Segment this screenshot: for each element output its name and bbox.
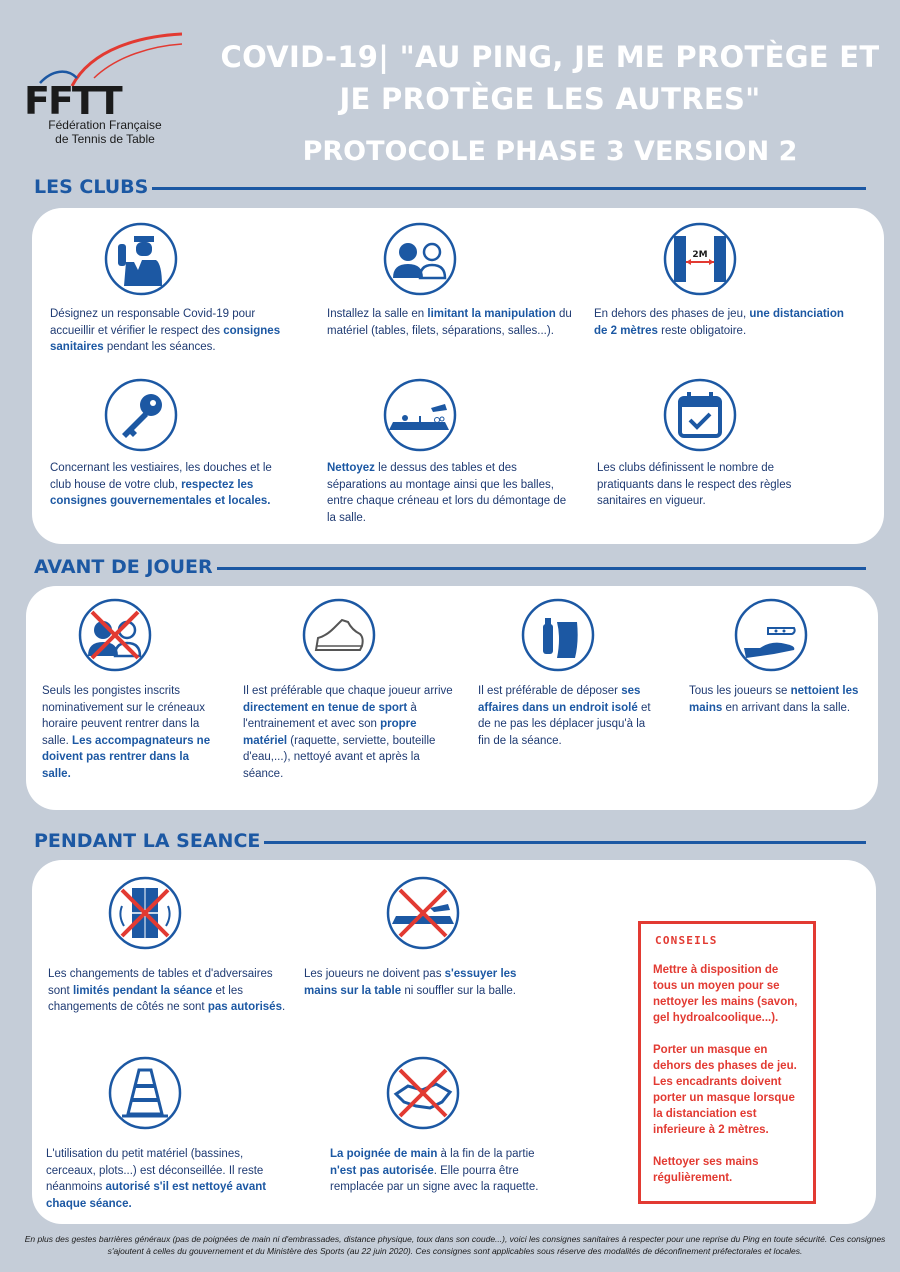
- hand-wash-icon: [734, 598, 808, 672]
- logo-org-name: [30, 118, 180, 146]
- body-text: le dessus des tables et des séparations au montage ainsi que les balles, entre chaque créneau et lors du démontage de la salle.: [327, 462, 567, 524]
- emphasis-text: ses affaires dans un endroit isolé: [478, 685, 641, 714]
- heading-rule: [217, 567, 866, 570]
- calendar-check-icon: [663, 378, 737, 452]
- clubs-item-3-text: [594, 306, 854, 339]
- conseils-tip-3: Nettoyer ses mains régulièrement.: [653, 1156, 759, 1184]
- section-title-clubs: LES CLUBS: [34, 176, 149, 198]
- emphasis-text: limités pendant la séance: [72, 984, 213, 997]
- emphasis-text: directement en tenue de sport: [243, 701, 408, 714]
- clubs-item-2-text: [327, 306, 577, 339]
- avant-item-1-text: [42, 683, 212, 782]
- fftt-logo-mark: [22, 28, 182, 118]
- logo-letters: FFTT: [24, 79, 121, 118]
- section-heading-avant: [34, 556, 866, 578]
- section-title-avant: AVANT DE JOUER: [34, 556, 213, 578]
- no-table-change-icon: [108, 876, 182, 950]
- emphasis-text: Les accompagnateurs ne doivent pas rentrer dans la salle.: [42, 734, 211, 780]
- emphasis-text: s'essuyer les mains sur la table: [304, 968, 517, 997]
- body-text: ni souffler sur la balle.: [401, 984, 517, 997]
- conseils-tip-2: Porter un masque en dehors des phases de jeu. Les encadrants doivent porter un masque lorsque la distanciation est inferieure à 2 mètres.: [653, 1044, 797, 1136]
- no-spectators-icon: [78, 598, 152, 672]
- distance-2m-icon: [663, 222, 737, 296]
- body-text: Désignez un responsable Covid-19 pour accueillir et vérifier le respect des: [50, 308, 256, 337]
- body-text: Il est préférable que chaque joueur arrive: [243, 685, 453, 697]
- body-text: Les clubs définissent le nombre de pratiquants dans le respect des règles sanitaires en vigueur.: [597, 462, 792, 507]
- conseils-box: [638, 921, 816, 1204]
- cleaning-table-icon: [383, 378, 457, 452]
- section-heading-clubs: [34, 176, 866, 198]
- officer-icon: [104, 222, 178, 296]
- clubs-item-4-text: [50, 460, 295, 510]
- cone-icon: [108, 1056, 182, 1130]
- emphasis-text: nettoient les mains: [689, 685, 859, 714]
- avant-item-2-text: [243, 683, 463, 782]
- pendant-item-3-text: [46, 1146, 296, 1212]
- emphasis-text: La poignée de main: [330, 1148, 438, 1160]
- title-line2: JE PROTÈGE LES AUTRES": [339, 82, 761, 116]
- emphasis-text: respectez les consignes gouvernementales et locales.: [50, 478, 271, 507]
- clubs-item-1-text: [50, 306, 300, 356]
- body-text: (raquette, serviette, bouteille d'eau,...), nettoyé avant et après la séance.: [243, 734, 436, 780]
- emphasis-text: une distanciation de 2 mètres: [594, 308, 844, 337]
- body-text: reste obligatoire.: [657, 324, 747, 337]
- body-text: Seuls les pongistes inscrits nominativement sur le créneaux horaire peuvent rentrer dans la salle.: [42, 685, 205, 747]
- section-title-pendant: PENDANT LA SEANCE: [34, 830, 261, 852]
- clubs-item-6-text: [597, 460, 827, 510]
- body-text: En dehors des phases de jeu,: [594, 308, 750, 320]
- emphasis-text: autorisé s'il est nettoyé avant chaque séance.: [46, 1181, 267, 1210]
- body-text: . Elle pourra être remplacée par un signe avec la raquette.: [330, 1164, 539, 1193]
- body-text: à l'entrainement et avec son: [243, 701, 417, 730]
- avant-item-3-text: [478, 683, 653, 749]
- page-subtitle: PROTOCOLE PHASE 3 VERSION 2: [302, 136, 798, 167]
- conseils-tip-1: Mettre à disposition de tous un moyen pour se nettoyer les mains (savon, gel hydroalcoolique...).: [653, 964, 798, 1024]
- pendant-item-1-text: [48, 966, 293, 1016]
- body-text: L'utilisation du petit matériel (bassines, cerceaux, plots...) est déconseillée. Il reste néanmoins: [46, 1148, 264, 1193]
- body-text: en arrivant dans la salle.: [722, 701, 851, 714]
- no-hand-wipe-icon: [386, 876, 460, 950]
- body-text: à la fin de la partie: [437, 1148, 535, 1160]
- key-icon: [104, 378, 178, 452]
- emphasis-text: consignes sanitaires: [50, 324, 281, 353]
- body-text: Les joueurs ne doivent pas: [304, 968, 445, 980]
- body-text: Installez la salle en: [327, 308, 428, 320]
- no-handshake-icon: [386, 1056, 460, 1130]
- body-text: pendant les séances.: [103, 341, 216, 353]
- title-line1: COVID-19| "AU PING, JE ME PROTÈGE ET: [220, 40, 880, 74]
- body-text: Concernant les vestiaires, les douches et le club house de votre club,: [50, 462, 272, 491]
- page-title: [210, 36, 890, 120]
- heading-rule: [152, 187, 866, 190]
- section-heading-pendant: [34, 830, 866, 852]
- clubs-item-5-text: [327, 460, 577, 526]
- sport-shoe-icon: [302, 598, 376, 672]
- emphasis-text: pas autorisés: [207, 1001, 282, 1013]
- emphasis-text: propre matériel: [243, 718, 417, 747]
- emphasis-text: limitant la manipulation: [427, 308, 556, 320]
- conseils-title: CONSEILS: [655, 934, 718, 947]
- pendant-item-4-text: [330, 1146, 560, 1196]
- body-text: .: [281, 1001, 286, 1013]
- pendant-item-2-text: [304, 966, 549, 999]
- body-text: et les changements de côtés ne sont: [48, 984, 243, 1013]
- heading-rule: [264, 841, 866, 844]
- two-people-icon: [383, 222, 457, 296]
- logo-org-line1: Fédération Française: [48, 118, 162, 132]
- body-text: Il est préférable de déposer: [478, 685, 622, 697]
- avant-item-4-text: [689, 683, 859, 716]
- distance-label: 2M: [692, 250, 708, 260]
- emphasis-text: n'est pas autorisée: [330, 1164, 434, 1177]
- body-text: et de ne pas les déplacer jusqu'à la fin de la séance.: [478, 701, 651, 747]
- body-text: Tous les joueurs se: [689, 685, 791, 697]
- body-text: du matériel (tables, filets, séparations, salles...).: [327, 308, 572, 337]
- logo-org-line2: de Tennis de Table: [55, 132, 155, 146]
- emphasis-text: Nettoyez: [327, 462, 375, 474]
- belongings-icon: [521, 598, 595, 672]
- body-text: Les changements de tables et d'adversaires sont: [48, 968, 273, 997]
- footer-note: En plus des gestes barrières généraux (pas de poignées de main ni d'embrassades, distance physique, toux dans son coude...), voici les consignes sanitaires à respecter pour une reprise du Ping en toute sécurité. Ces consignes s'ajoutent à celles du gouvernement et du Ministère des Sports (au 22 juin 2020). Ces consignes sont applicables sous réserve des modalités de déconfinement préfectorales et locales.: [24, 1234, 886, 1256]
